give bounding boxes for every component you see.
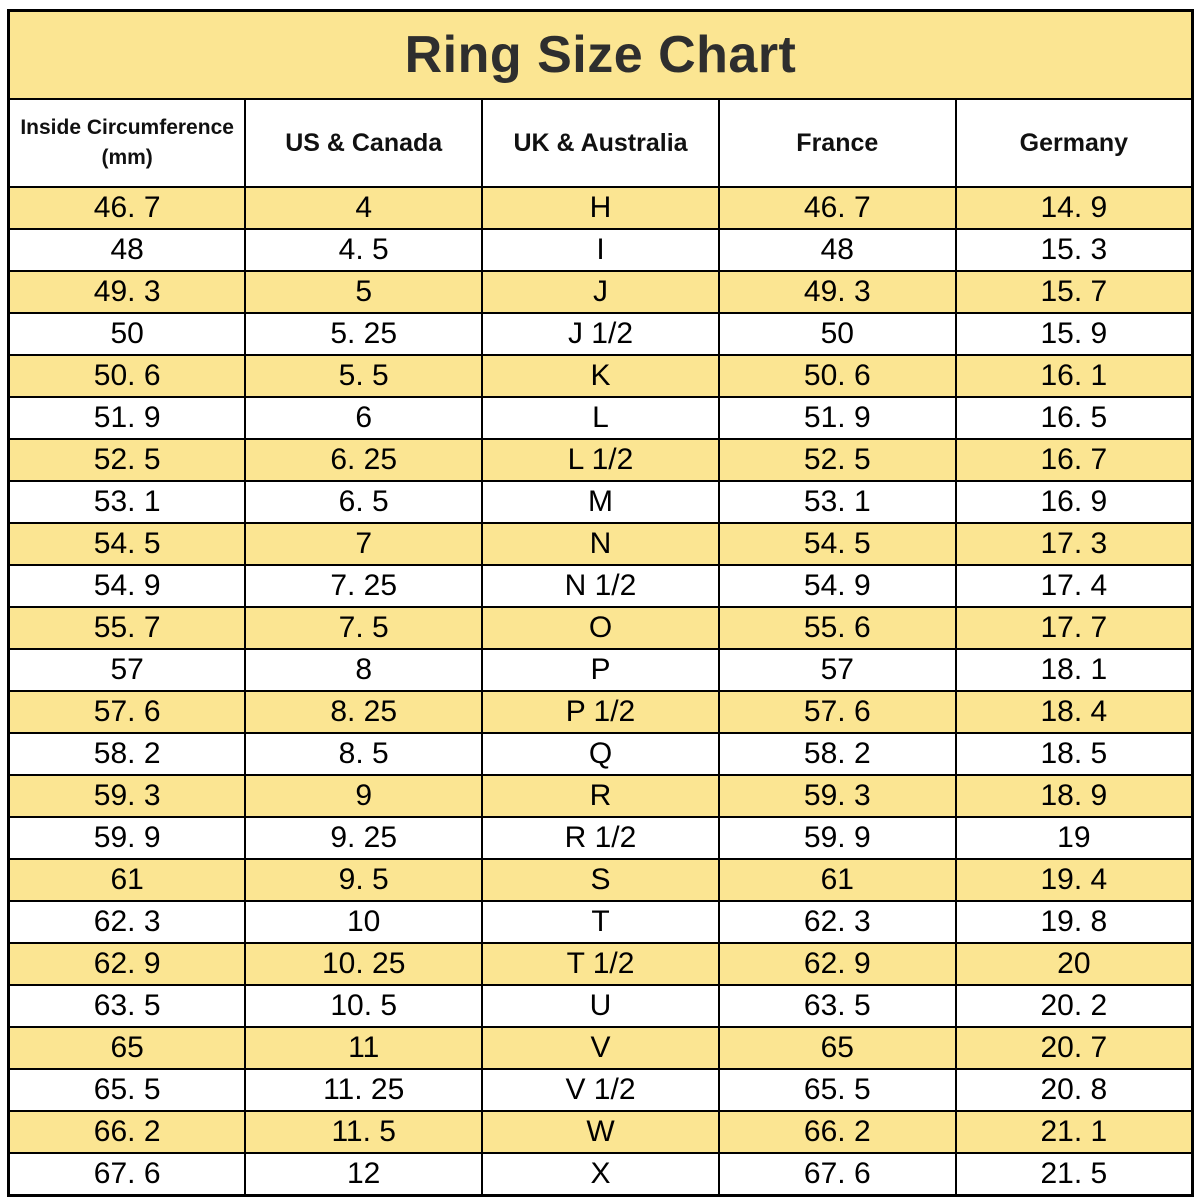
- table-cell: 52. 5: [719, 439, 956, 481]
- ring-size-table: [7, 9, 1194, 1197]
- table-cell: 58. 2: [719, 733, 956, 775]
- table-cell: 10. 25: [245, 943, 482, 985]
- table-cell: 16. 9: [956, 481, 1193, 523]
- table-cell: N: [482, 523, 719, 565]
- chart-title: Ring Size Chart: [9, 11, 1193, 100]
- table-cell: 46. 7: [719, 187, 956, 229]
- table-cell: 7. 25: [245, 565, 482, 607]
- table-row: [9, 733, 1193, 775]
- table-row: [9, 1069, 1193, 1111]
- table-body: [9, 187, 1193, 1196]
- table-cell: P 1/2: [482, 691, 719, 733]
- table-cell: 8: [245, 649, 482, 691]
- table-cell: 58. 2: [9, 733, 246, 775]
- table-cell: 65: [9, 1027, 246, 1069]
- table-cell: 66. 2: [9, 1111, 246, 1153]
- table-cell: 50. 6: [719, 355, 956, 397]
- table-cell: 17. 4: [956, 565, 1193, 607]
- table-cell: O: [482, 607, 719, 649]
- table-cell: 4: [245, 187, 482, 229]
- table-row: [9, 313, 1193, 355]
- table-cell: 67. 6: [9, 1153, 246, 1196]
- table-cell: 51. 9: [719, 397, 956, 439]
- table-cell: 5. 25: [245, 313, 482, 355]
- table-row: [9, 565, 1193, 607]
- table-cell: 4. 5: [245, 229, 482, 271]
- column-header-france: France: [719, 99, 956, 187]
- table-cell: V: [482, 1027, 719, 1069]
- table-cell: 12: [245, 1153, 482, 1196]
- table-cell: 54. 5: [9, 523, 246, 565]
- table-cell: 65: [719, 1027, 956, 1069]
- table-cell: 17. 3: [956, 523, 1193, 565]
- column-header-inside-circumference: [9, 99, 246, 187]
- table-cell: P: [482, 649, 719, 691]
- table-cell: S: [482, 859, 719, 901]
- table-cell: R 1/2: [482, 817, 719, 859]
- table-cell: 7. 5: [245, 607, 482, 649]
- table-cell: 65. 5: [9, 1069, 246, 1111]
- table-cell: 18. 1: [956, 649, 1193, 691]
- table-cell: 54. 9: [9, 565, 246, 607]
- table-cell: 18. 4: [956, 691, 1193, 733]
- column-header-germany: Germany: [956, 99, 1193, 187]
- table-cell: 57: [9, 649, 246, 691]
- table-row: [9, 271, 1193, 313]
- table-row: [9, 775, 1193, 817]
- table-row: [9, 397, 1193, 439]
- table-cell: 48: [719, 229, 956, 271]
- table-cell: 5: [245, 271, 482, 313]
- table-cell: 9. 25: [245, 817, 482, 859]
- table-cell: M: [482, 481, 719, 523]
- column-header-unit: (mm): [101, 146, 153, 169]
- table-cell: 57: [719, 649, 956, 691]
- table-cell: 63. 5: [719, 985, 956, 1027]
- table-cell: 16. 1: [956, 355, 1193, 397]
- table-row: [9, 817, 1193, 859]
- table-cell: 15. 9: [956, 313, 1193, 355]
- table-cell: 55. 6: [719, 607, 956, 649]
- table-cell: 15. 7: [956, 271, 1193, 313]
- table-row: [9, 1111, 1193, 1153]
- table-cell: 18. 9: [956, 775, 1193, 817]
- table-cell: T: [482, 901, 719, 943]
- table-cell: J: [482, 271, 719, 313]
- table-cell: 5. 5: [245, 355, 482, 397]
- table-cell: 20. 8: [956, 1069, 1193, 1111]
- table-cell: 18. 5: [956, 733, 1193, 775]
- table-cell: 10: [245, 901, 482, 943]
- table-cell: 52. 5: [9, 439, 246, 481]
- table-cell: 19. 8: [956, 901, 1193, 943]
- table-cell: 20. 7: [956, 1027, 1193, 1069]
- table-row: [9, 187, 1193, 229]
- table-cell: X: [482, 1153, 719, 1196]
- table-cell: H: [482, 187, 719, 229]
- table-cell: 20: [956, 943, 1193, 985]
- table-cell: W: [482, 1111, 719, 1153]
- table-cell: 11. 25: [245, 1069, 482, 1111]
- table-cell: 67. 6: [719, 1153, 956, 1196]
- table-cell: Q: [482, 733, 719, 775]
- table-cell: 61: [719, 859, 956, 901]
- table-cell: 63. 5: [9, 985, 246, 1027]
- title-row: [9, 11, 1193, 100]
- table-row: [9, 691, 1193, 733]
- table-cell: K: [482, 355, 719, 397]
- table-cell: 62. 9: [719, 943, 956, 985]
- table-cell: 53. 1: [9, 481, 246, 523]
- column-header-us-canada: US & Canada: [245, 99, 482, 187]
- table-cell: J 1/2: [482, 313, 719, 355]
- table-cell: 8. 5: [245, 733, 482, 775]
- table-cell: 11. 5: [245, 1111, 482, 1153]
- table-cell: L 1/2: [482, 439, 719, 481]
- table-cell: 16. 7: [956, 439, 1193, 481]
- table-cell: R: [482, 775, 719, 817]
- table-cell: T 1/2: [482, 943, 719, 985]
- table-cell: 16. 5: [956, 397, 1193, 439]
- table-cell: 49. 3: [9, 271, 246, 313]
- table-cell: 19. 4: [956, 859, 1193, 901]
- table-cell: 15. 3: [956, 229, 1193, 271]
- table-cell: 17. 7: [956, 607, 1193, 649]
- table-row: [9, 1027, 1193, 1069]
- table-cell: I: [482, 229, 719, 271]
- column-header-label: Inside Circumference: [20, 115, 234, 139]
- table-row: [9, 607, 1193, 649]
- table-row: [9, 985, 1193, 1027]
- table-cell: 66. 2: [719, 1111, 956, 1153]
- table-cell: 20. 2: [956, 985, 1193, 1027]
- table-cell: 14. 9: [956, 187, 1193, 229]
- table-row: [9, 901, 1193, 943]
- table-cell: 62. 3: [719, 901, 956, 943]
- table-cell: 9. 5: [245, 859, 482, 901]
- table-row: [9, 859, 1193, 901]
- table-row: [9, 523, 1193, 565]
- table-cell: 55. 7: [9, 607, 246, 649]
- ring-size-chart: [7, 9, 1194, 1191]
- table-cell: 59. 3: [719, 775, 956, 817]
- table-row: [9, 439, 1193, 481]
- table-cell: 50: [719, 313, 956, 355]
- table-cell: 50: [9, 313, 246, 355]
- table-cell: 54. 5: [719, 523, 956, 565]
- table-row: [9, 943, 1193, 985]
- table-cell: 8. 25: [245, 691, 482, 733]
- table-cell: U: [482, 985, 719, 1027]
- table-cell: 51. 9: [9, 397, 246, 439]
- table-cell: 62. 3: [9, 901, 246, 943]
- header-row: [9, 99, 1193, 187]
- column-header-uk-australia: UK & Australia: [482, 99, 719, 187]
- table-cell: 6. 5: [245, 481, 482, 523]
- table-row: [9, 649, 1193, 691]
- table-row: [9, 481, 1193, 523]
- table-cell: 65. 5: [719, 1069, 956, 1111]
- table-cell: L: [482, 397, 719, 439]
- table-cell: 6: [245, 397, 482, 439]
- table-cell: 61: [9, 859, 246, 901]
- table-row: [9, 229, 1193, 271]
- table-cell: 48: [9, 229, 246, 271]
- table-cell: 46. 7: [9, 187, 246, 229]
- table-cell: 57. 6: [9, 691, 246, 733]
- table-row: [9, 1153, 1193, 1196]
- table-cell: 54. 9: [719, 565, 956, 607]
- table-cell: 11: [245, 1027, 482, 1069]
- table-cell: 50. 6: [9, 355, 246, 397]
- table-cell: 21. 1: [956, 1111, 1193, 1153]
- table-cell: 53. 1: [719, 481, 956, 523]
- table-cell: 10. 5: [245, 985, 482, 1027]
- table-cell: 59. 9: [9, 817, 246, 859]
- table-cell: 7: [245, 523, 482, 565]
- table-cell: 21. 5: [956, 1153, 1193, 1196]
- table-cell: 62. 9: [9, 943, 246, 985]
- table-cell: 57. 6: [719, 691, 956, 733]
- table-cell: 49. 3: [719, 271, 956, 313]
- table-cell: 9: [245, 775, 482, 817]
- table-cell: 59. 9: [719, 817, 956, 859]
- table-cell: 59. 3: [9, 775, 246, 817]
- table-cell: N 1/2: [482, 565, 719, 607]
- table-cell: 19: [956, 817, 1193, 859]
- table-cell: 6. 25: [245, 439, 482, 481]
- table-cell: V 1/2: [482, 1069, 719, 1111]
- table-row: [9, 355, 1193, 397]
